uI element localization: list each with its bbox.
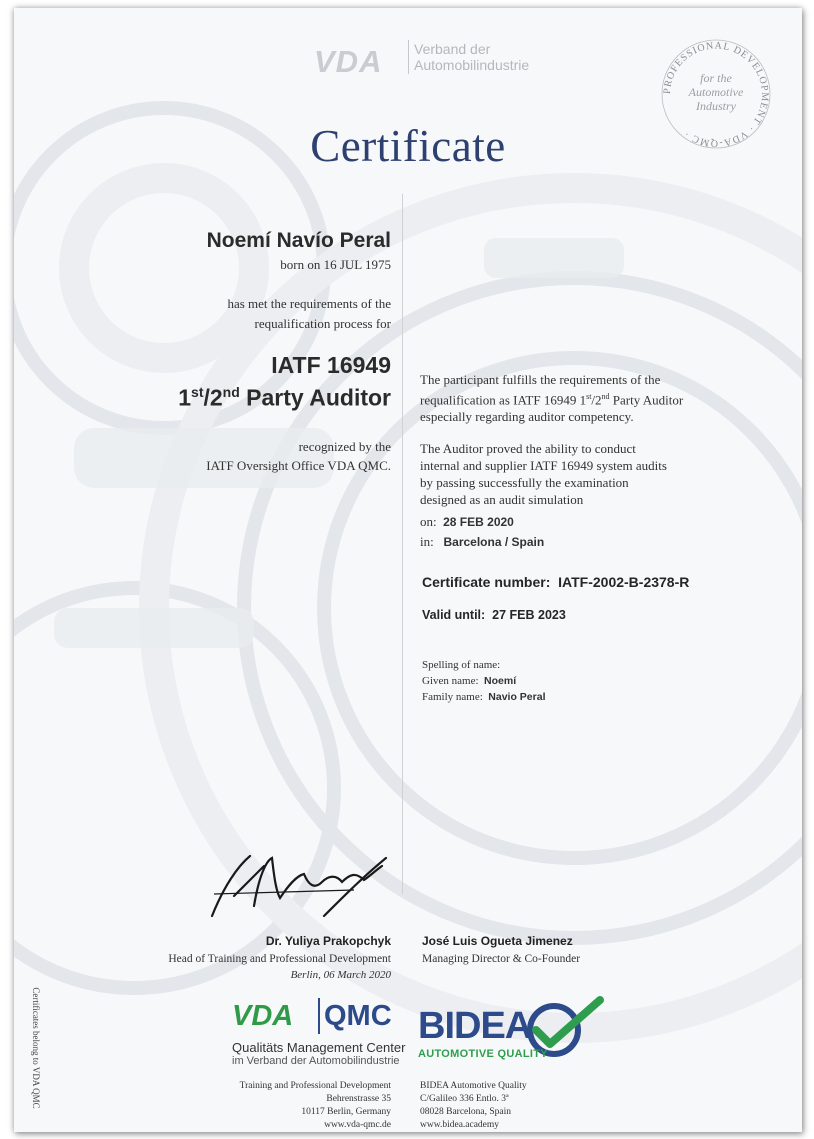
signer-right-role: Managing Director & Co-Founder — [422, 953, 581, 965]
family-name-value: Navio Peral — [488, 691, 546, 703]
vda-qmc-logo-divider — [318, 998, 320, 1034]
seal-line-2: Automotive — [688, 85, 744, 99]
vda-website: www.vda-qmc.de — [324, 1120, 391, 1130]
seal-line-3: Industry — [696, 99, 736, 113]
exam-location-value: Barcelona / Spain — [443, 535, 545, 549]
spelling-label: Spelling of name: — [422, 659, 501, 671]
qmc-subtitle-1: Qualitäts Management Center — [232, 1040, 406, 1055]
role-part-1: 1 — [178, 384, 192, 411]
bidea-website: www.bidea.academy — [420, 1120, 500, 1130]
exam-location-label: in: — [420, 534, 434, 549]
fulfillment-paragraph — [420, 371, 740, 425]
recognition-line-2: IATF Oversight Office VDA QMC. — [206, 458, 391, 473]
para1-sup-2: nd — [601, 392, 610, 401]
seal-ring-text: PROFESSIONAL DEVELOPMENT · VDA-QMC · — [661, 40, 771, 149]
role-part-2: /2 — [203, 384, 223, 411]
qmc-subtitle-2: im Verband der Automobilindustrie — [232, 1055, 400, 1067]
role-sup-2: nd — [222, 384, 240, 400]
bidea-address-line-2: C/Galileo 336 Entlo. 3ª — [420, 1094, 509, 1104]
para2-line-4: designed as an audit simulation — [420, 492, 584, 507]
signer-left-role: Head of Training and Professional Development — [168, 953, 391, 965]
vda-qmc-logo-right: QMC — [324, 1000, 392, 1032]
para1-line-3: especially regarding auditor competency. — [420, 409, 634, 425]
requirement-line-2: requalification process for — [254, 316, 391, 331]
valid-until-value: 27 FEB 2023 — [492, 608, 566, 622]
bidea-address-line-1: BIDEA Automotive Quality — [420, 1081, 527, 1091]
qualification-role — [178, 384, 391, 412]
given-name-value: Noemí — [484, 675, 517, 687]
para1-line-1: The participant fulfills the requirements of the — [420, 372, 661, 387]
family-name — [422, 691, 546, 703]
bidea-address-line-3: 08028 Barcelona, Spain — [420, 1107, 512, 1117]
para1-sup-1: st — [586, 392, 592, 401]
org-line-1: Verband der — [414, 41, 491, 57]
header-divider — [408, 40, 409, 74]
given-name-label: Given name: — [422, 675, 479, 687]
signing-place-date: Berlin, 06 March 2020 — [290, 969, 391, 981]
vda-address-line-3: 10117 Berlin, Germany — [301, 1107, 391, 1117]
signer-left-name: Dr. Yuliya Prakopchyk — [265, 934, 391, 948]
certificate-title: Certificate — [310, 121, 506, 171]
signer-right-name: José Luis Ogueta Jimenez — [422, 934, 573, 948]
para1-line-2 — [420, 388, 740, 408]
recognition-line-1: recognized by the — [298, 439, 391, 454]
valid-until — [422, 608, 566, 622]
background-illustration — [14, 8, 802, 1132]
para2-line-1: The Auditor proved the ability to conduct — [420, 441, 636, 456]
qualification-standard: IATF 16949 — [271, 352, 391, 378]
given-name — [422, 675, 516, 687]
exam-date-value: 28 FEB 2020 — [443, 515, 514, 529]
requirement-line-1: has met the requirements of the — [227, 296, 391, 311]
valid-until-label: Valid until: — [422, 608, 486, 622]
exam-date-label: on: — [420, 514, 437, 529]
certificate-number-value: IATF-2002-B-2378-R — [558, 574, 690, 590]
role-sup-1: st — [191, 384, 204, 400]
vda-qmc-logo-left: VDA — [232, 1000, 294, 1032]
para2-line-3: by passing successfully the examination — [420, 475, 629, 490]
seal-line-1: for the — [700, 71, 732, 85]
para2-line-2: internal and supplier IATF 16949 system audits — [420, 458, 667, 473]
holder-name: Noemí Navío Peral — [206, 229, 391, 252]
ability-paragraph — [420, 440, 740, 508]
certificate-number-label: Certificate number: — [422, 574, 551, 590]
vda-address-line-1: Training and Professional Development — [239, 1081, 391, 1091]
holder-birthdate: born on 16 JUL 1975 — [280, 257, 391, 272]
side-note-vertical: Certificates belong to VDA QMC — [31, 987, 41, 1109]
exam-location — [420, 533, 544, 551]
para1-line-2a: requalification as IATF 16949 1 — [420, 392, 587, 408]
role-part-3: Party Auditor — [239, 384, 391, 411]
vda-header-text — [414, 41, 529, 73]
org-line-2: Automobilindustrie — [414, 57, 530, 73]
para1-line-2c: Party Auditor — [609, 392, 684, 408]
family-name-label: Family name: — [422, 691, 483, 703]
exam-date — [420, 513, 514, 531]
bidea-subtitle: AUTOMOTIVE QUALITY — [418, 1048, 548, 1060]
vda-address-line-2: Behrenstrasse 35 — [326, 1094, 391, 1104]
bidea-logo: BIDEA — [418, 1005, 532, 1047]
vda-header-logo: VDA — [314, 44, 383, 79]
center-divider — [402, 194, 403, 894]
para1-line-2b: /2 — [591, 392, 602, 408]
signature-handwritten — [204, 846, 394, 926]
certificate-number — [422, 574, 689, 590]
certificate-page — [14, 8, 802, 1132]
